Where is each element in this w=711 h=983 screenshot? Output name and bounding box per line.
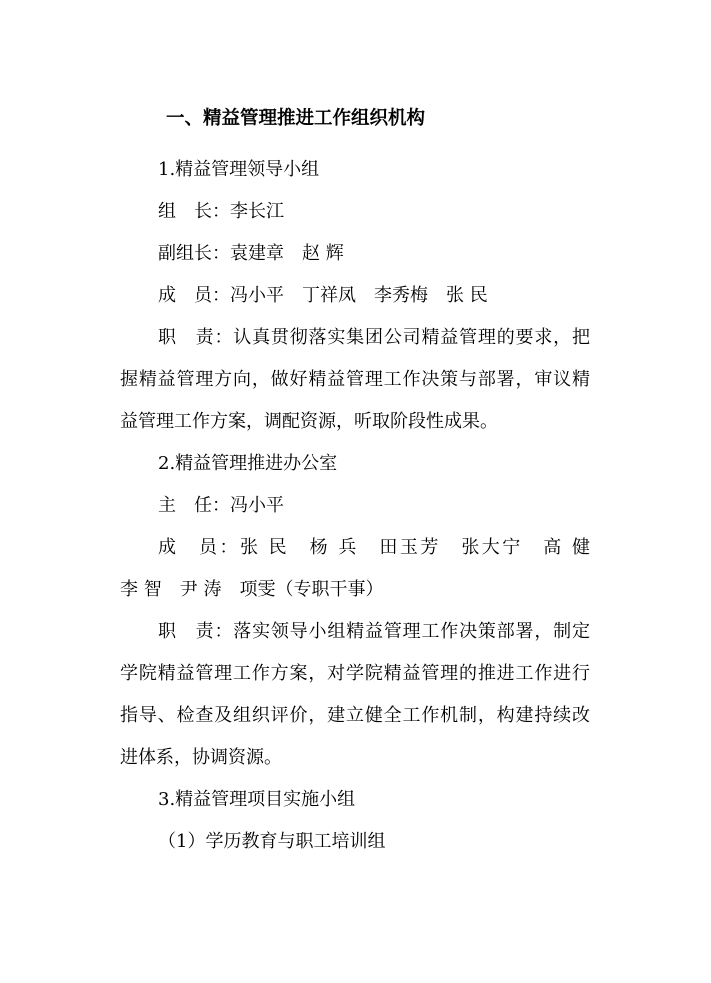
leadership-group-leader: 组 长：李长江 <box>158 201 284 222</box>
leadership-group-title: 1.精益管理领导小组 <box>158 159 320 180</box>
section-heading: 一、精益管理推进工作组织机构 <box>166 108 426 129</box>
subgroup-education-training: （1）学历教育与职工培训组 <box>158 831 386 852</box>
promotion-office-members-line-2: 李 智 尹 涛 项雯（专职干事） <box>120 579 384 600</box>
promotion-office-members-line-1: 成 员：张 民 杨 兵 田玉芳 张大宁 高 健 <box>158 537 590 558</box>
leadership-group-deputy: 副组长：袁建章 赵 辉 <box>158 243 344 264</box>
promotion-duty-line-1: 职 责：落实领导小组精益管理工作决策部署，制定 <box>158 621 590 642</box>
leadership-group-members: 成 员：冯小平 丁祥凤 李秀梅 张 民 <box>158 285 488 306</box>
promotion-office-director: 主 任：冯小平 <box>158 495 284 516</box>
promotion-office-title: 2.精益管理推进办公室 <box>158 453 338 474</box>
leadership-duty-line-2: 握精益管理方向，做好精益管理工作决策与部署，审议精 <box>120 369 590 390</box>
implementation-group-title: 3.精益管理项目实施小组 <box>158 789 356 810</box>
leadership-duty-line-1: 职 责：认真贯彻落实集团公司精益管理的要求，把 <box>158 327 590 348</box>
promotion-duty-line-4: 进体系，协调资源。 <box>120 747 282 768</box>
leadership-duty-line-3: 益管理工作方案，调配资源，听取阶段性成果。 <box>120 411 498 432</box>
promotion-duty-line-2: 学院精益管理工作方案，对学院精益管理的推进工作进行 <box>120 663 590 684</box>
promotion-duty-line-3: 指导、检查及组织评价，建立健全工作机制，构建持续改 <box>120 705 590 726</box>
